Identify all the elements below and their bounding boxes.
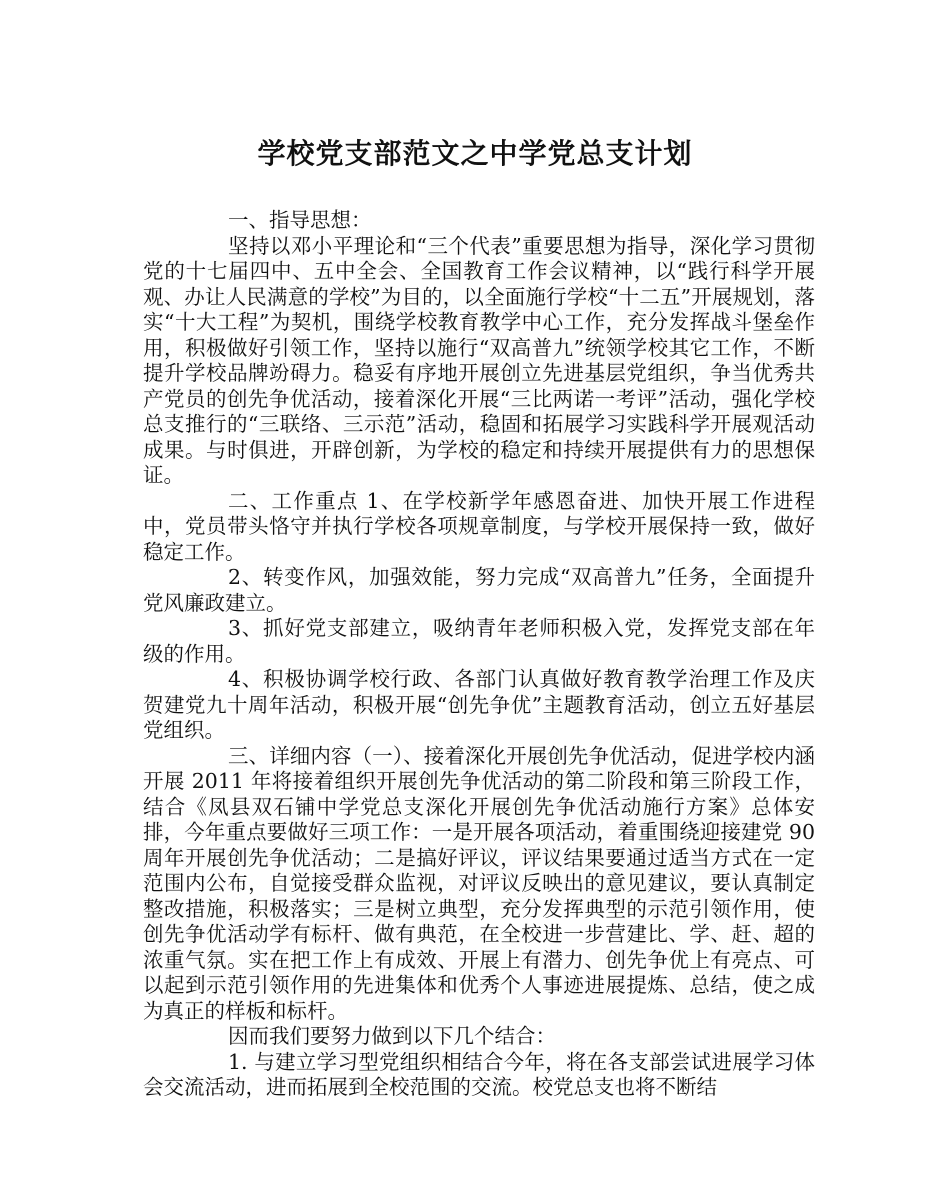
paragraph-combinations-intro: 因而我们要努力做到以下几个结合： [228, 1024, 556, 1048]
document-body [143, 208, 815, 1101]
paragraph-guiding-content: 坚持以邓小平理论和“三个代表”重要思想为指导，深化学习贯彻党的十七届四中、五中全会、全国教育工作会议精神，以“践行科学开展观、办让人民满意的学校”为目的，以全面施行学校“十二五”开展规划，落实“十大工程”为契机，围绕学校教育教学中心工作，充分发挥战斗堡垒作用，积极做好引领工作，坚持以施行“双高普九”统领学校其它工作，不断提升学校品牌竕碍力。稳妥有序地开展创立先进基层党组织，争当优秀共产党员的创先争优活动，接着深化开展“三比两诺一考评”活动，强化学校总支推行的“三联络、三示范”活动，稳固和拓展学习实践科学开展观活动成果。与时俱进，开辟创新，为学校的稳定和持续开展提供有力的思想保证。 [143, 233, 815, 487]
paragraph-work-focus-3: 3、抓好党支部建立，吸纳青年老师积极入党，发挥党支部在年级的作用。 [143, 616, 815, 666]
paragraph-work-focus-4: 4、积极协调学校行政、各部门认真做好教育教学治理工作及庆贺建党九十周年活动，积极开展“创先争优”主题教育活动，创立五好基层党组织。 [143, 667, 815, 742]
paragraph-work-focus-2: 2、转变作风，加强效能，努力完成“双高普九”任务，全面提升党风廉政建立。 [143, 565, 815, 615]
paragraph-work-focus-1: 二、工作重点 1、在学校新学年感恩奋进、加快开展工作进程中，党员带头恪守并执行学校各项规章制度，与学校开展保持一致，做好稳定工作。 [143, 488, 815, 564]
paragraph-guiding-heading: 一、指导思想： [228, 208, 372, 232]
paragraph-detailed-content: 三、详细内容（一）、接着深化开展创先争优活动，促进学校内涵开展 2011 年将接着组织开展创先争优活动的第二阶段和第三阶段工作，结合《凤县双石铺中学党总支深化开展创先争优活动施行方案》总体安排，今年重点要做好三项工作：一是开展各项活动，着重围绕迎接建党 90 周年开展创先争优活动；二是搞好评议，评议结果要通过适当方式在一定范围内公布，自觉接受群众监视，对评议反映出的意见建议，要认真制定整改措施，积极落实；三是树立典型，充分发挥典型的示范引领作用，使创先争优活动学有标杆、做有典范，在全校进一步营建比、学、赶、超的浓重气氛。实在把工作上有成效、开展上有潜力、创先争优上有亮点、可以起到示范引领作用的先进集体和优秀个人事迹进展提炼、总结，使之成为真正的样板和标杆。 [143, 743, 815, 1023]
document-title: 学校党支部范文之中学党总支计划 [257, 137, 693, 170]
paragraph-combination-1: 1. 与建立学习型党组织相结合今年，将在各支部尝试进展学习体会交流活动，进而拓展到全校范围的交流。校党总支也将不断结 [143, 1049, 815, 1099]
